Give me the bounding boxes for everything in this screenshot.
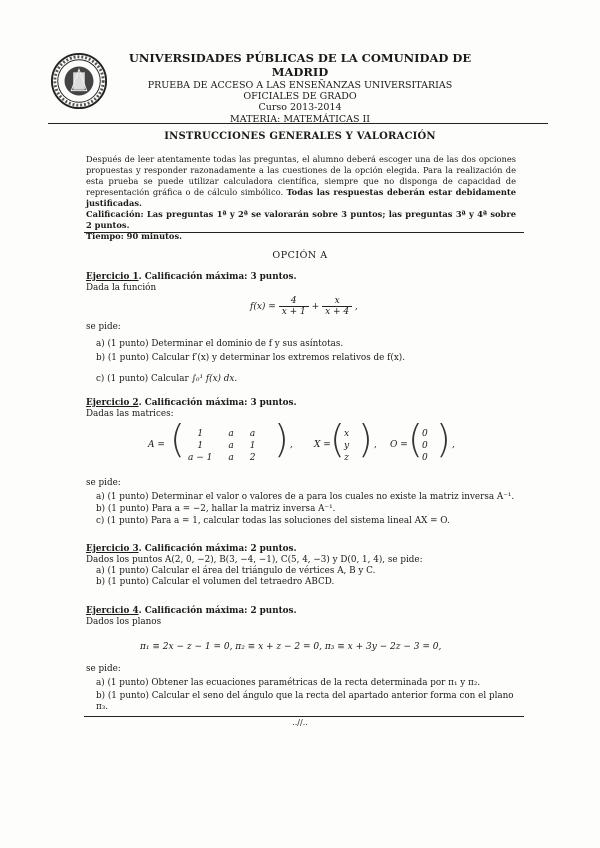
- exercise-1: [86, 272, 526, 294]
- matrix-x-label: X =: [314, 440, 331, 450]
- instructions-bold: Todas las respuestas deberán estar debidamente justificadas.: [86, 187, 516, 208]
- exercise-4-title: Ejercicio 4. Calificación máxima: 2 puntos.: [86, 606, 297, 616]
- university-title: UNIVERSIDADES PÚBLICAS DE LA COMUNIDAD DE MADRID: [128, 51, 472, 79]
- exercise-2-part-c: c) (1 punto) Para a = 1, calcular todas las soluciones del sistema lineal AX = O.: [96, 516, 450, 526]
- instructions-text: Después de leer atentamente todas las preguntas, el alumno deberá escoger una de las dos opciones propuestas y responder razonadamente a las cuestiones de la opción elegida. Para la realización de esta prueba se puede utilizar calculadora científica, siempre que no disponga de capacidad de representación gráfica o de cálculo simbólico.: [86, 154, 516, 197]
- exercise-2-se-pide: se pide:: [86, 478, 121, 488]
- matrix-o: 0 0 0: [422, 429, 428, 463]
- exercise-3-title: Ejercicio 3. Calificación máxima: 2 puntos.: [86, 544, 297, 554]
- divider-middle: [84, 232, 524, 233]
- exercise-4-parts: [86, 664, 526, 713]
- exercise-1-parts: [86, 322, 526, 385]
- university-seal-logo: [50, 52, 108, 110]
- prueba-line: PRUEBA DE ACCESO A LAS ENSEÑANZAS UNIVERSITARIAS: [147, 79, 453, 91]
- oficiales-line: OFICIALES DE GRADO: [243, 90, 357, 102]
- exercise-3-intro: Dados los puntos A(2, 0, −2), B(3, −4, −1), C(5, 4, −3) y D(0, 1, 4), se pide:: [86, 555, 423, 565]
- instructions-title: INSTRUCCIONES GENERALES Y VALORACIÓN: [164, 131, 436, 142]
- exam-header: [120, 52, 480, 125]
- exercise-4-part-b: b) (1 punto) Calcular el seno del ángulo que la recta del apartado anterior forma con el plano π₃.: [96, 691, 514, 712]
- exercise-1-part-a: a) (1 punto) Determinar el dominio de f y sus asíntotas.: [96, 339, 344, 349]
- exercise-4-planes: π₁ ≡ 2x − z − 1 = 0, π₂ ≡ x + z − 2 = 0, π₃ ≡ x + 3y − 2z − 3 = 0,: [140, 642, 442, 652]
- exercise-2-part-a: a) (1 punto) Determinar el valor o valores de a para los cuales no existe la matriz inversa A⁻¹.: [96, 492, 515, 502]
- page-continuation-mark: ..//..: [292, 718, 308, 727]
- exercise-1-title: Ejercicio 1. Calificación máxima: 3 puntos.: [86, 272, 297, 282]
- matrix-x: x y z: [344, 429, 350, 463]
- exercise-2-parts: [86, 478, 526, 527]
- exercise-3: [86, 544, 526, 588]
- course-year: Curso 2013-2014: [258, 102, 342, 114]
- matrix-o-label: O =: [390, 440, 408, 450]
- exercise-1-part-b: b) (1 punto) Calcular f′(x) y determinar los extremos relativos de f(x).: [96, 353, 406, 363]
- subject-line: MATERIA: MATEMÁTICAS II: [230, 113, 370, 125]
- matrix-a-label: A =: [148, 440, 165, 450]
- divider-top: [48, 123, 548, 124]
- exercise-4-se-pide: se pide:: [86, 664, 121, 674]
- exercise-3-part-a: a) (1 punto) Calcular el área del triángulo de vértices A, B y C.: [96, 566, 376, 576]
- exercise-4-intro: Dados los planos: [86, 617, 162, 627]
- calificacion-text: Calificación: Las preguntas 1ª y 2ª se valorarán sobre 3 puntos; las preguntas 3ª y 4ª sobre 2 puntos.: [86, 209, 516, 230]
- exam-page: UNIVERSIDADES PÚBLICAS DE LA COMUNIDAD DE MADRID PRUEBA DE ACCESO A LAS ENSEÑANZAS UNIVERSITARIAS OFICIALES DE GRADO Curso 2013-2014 MATERIA: MATEMÁTICAS II INSTRUCCIONES GENERALES Y VALORACIÓN Después de leer atentamente todas las preguntas, el alumno deberá escoger una de las dos opciones propuestas y responder razonadamente a las cuestiones de la opción elegida. Para la realización de esta prueba se puede utilizar calculadora científica, siempre que no disponga de capacidad de representación gráfica o de cálculo simbólico. Todas las respuestas deberán estar debidamente justificadas. Calificación: Las preguntas 1ª y 2ª se valorarán sobre 3 puntos; las preguntas 3ª y 4ª sobre 2 puntos. Tiempo: 90 minutos. OPCIÓN A Ejercicio 1. Calificación máxima: 3 puntos. Dada la función f(x) = $\frac{4}{x + 1}$ + $\frac{x}{x + 4}$ , se pide: a) (1 punto) Determinar el dominio de f y sus asíntotas. b) (1 punto) Calcular f′(x) y determinar los extremos relativos de f(x). c) (1 punto) Calcular ∫₀¹ f(x) dx. Ejercicio 2. Calificación máxima: 3 puntos. Dadas las matrices: A = ( 1 a a 1 a 1 a − 1 a 2 ) , X = ( x y z ) , O = ( 0 0 0 ) , se pide: a) (1 punto) Determinar el valor o valores de a para los cuales no existe la matriz inversa A⁻¹. b) (1 punto) Para a = −2, hallar la matriz inversa A⁻¹. c) (1 punto) Para a = 1, calcular todas las soluciones del sistema lineal AX = O. Ejercicio 3. Calificación máxima: 2 puntos. Dados los puntos A(2, 0, −2), B(3, −4, −1), C(5, 4, −3) y D(0, 1, 4), se pide: a) (1 punto) Calcular el área del triángulo de vértices A, B y C. b) (1 punto) Calcular el volumen del tetraedro ABCD. Ejercicio 4. Calificación máxima: 2 puntos. Dados los planos π₁ ≡ 2x − z − 1 = 0, π₂ ≡ x + z − 2 = 0, π₃ ≡ x + 3y − 2z − 3 = 0, se pide: a) (1 punto) Obtener las ecuaciones paramétricas de la recta determinada por π₁ y π₂. b) (1 punto) Calcular el seno del ángulo que la recta del apartado anterior forma con el plano π₃. ..//..: [0, 0, 600, 848]
- exercise-4: [86, 606, 526, 628]
- exercise-2-title: Ejercicio 2. Calificación máxima: 3 puntos.: [86, 398, 297, 408]
- exercise-4-part-a: a) (1 punto) Obtener las ecuaciones paramétricas de la recta determinada por π₁ y π₂.: [96, 678, 481, 688]
- tiempo-text: Tiempo: 90 minutos.: [86, 231, 183, 241]
- exercise-3-part-b: b) (1 punto) Calcular el volumen del tetraedro ABCD.: [96, 577, 335, 587]
- divider-bottom: [84, 716, 524, 717]
- exercise-1-se-pide: se pide:: [86, 322, 121, 332]
- exercise-2: [86, 398, 526, 420]
- option-title: OPCIÓN A: [272, 250, 328, 261]
- matrix-a: 1 a a 1 a 1 a − 1 a 2: [188, 429, 256, 463]
- instructions-body: [86, 154, 516, 242]
- exercise-2-part-b: b) (1 punto) Para a = −2, hallar la matriz inversa A⁻¹.: [96, 504, 336, 514]
- exercise-1-intro: Dada la función: [86, 283, 157, 293]
- exercise-2-intro: Dadas las matrices:: [86, 409, 174, 419]
- exercise-1-function: f(x) = $\frac{4}{x + 1}$ + $\frac{x}{x + 4}$ ,: [250, 296, 358, 317]
- exercise-1-part-c: c) (1 punto) Calcular ∫₀¹ f(x) dx.: [96, 374, 238, 384]
